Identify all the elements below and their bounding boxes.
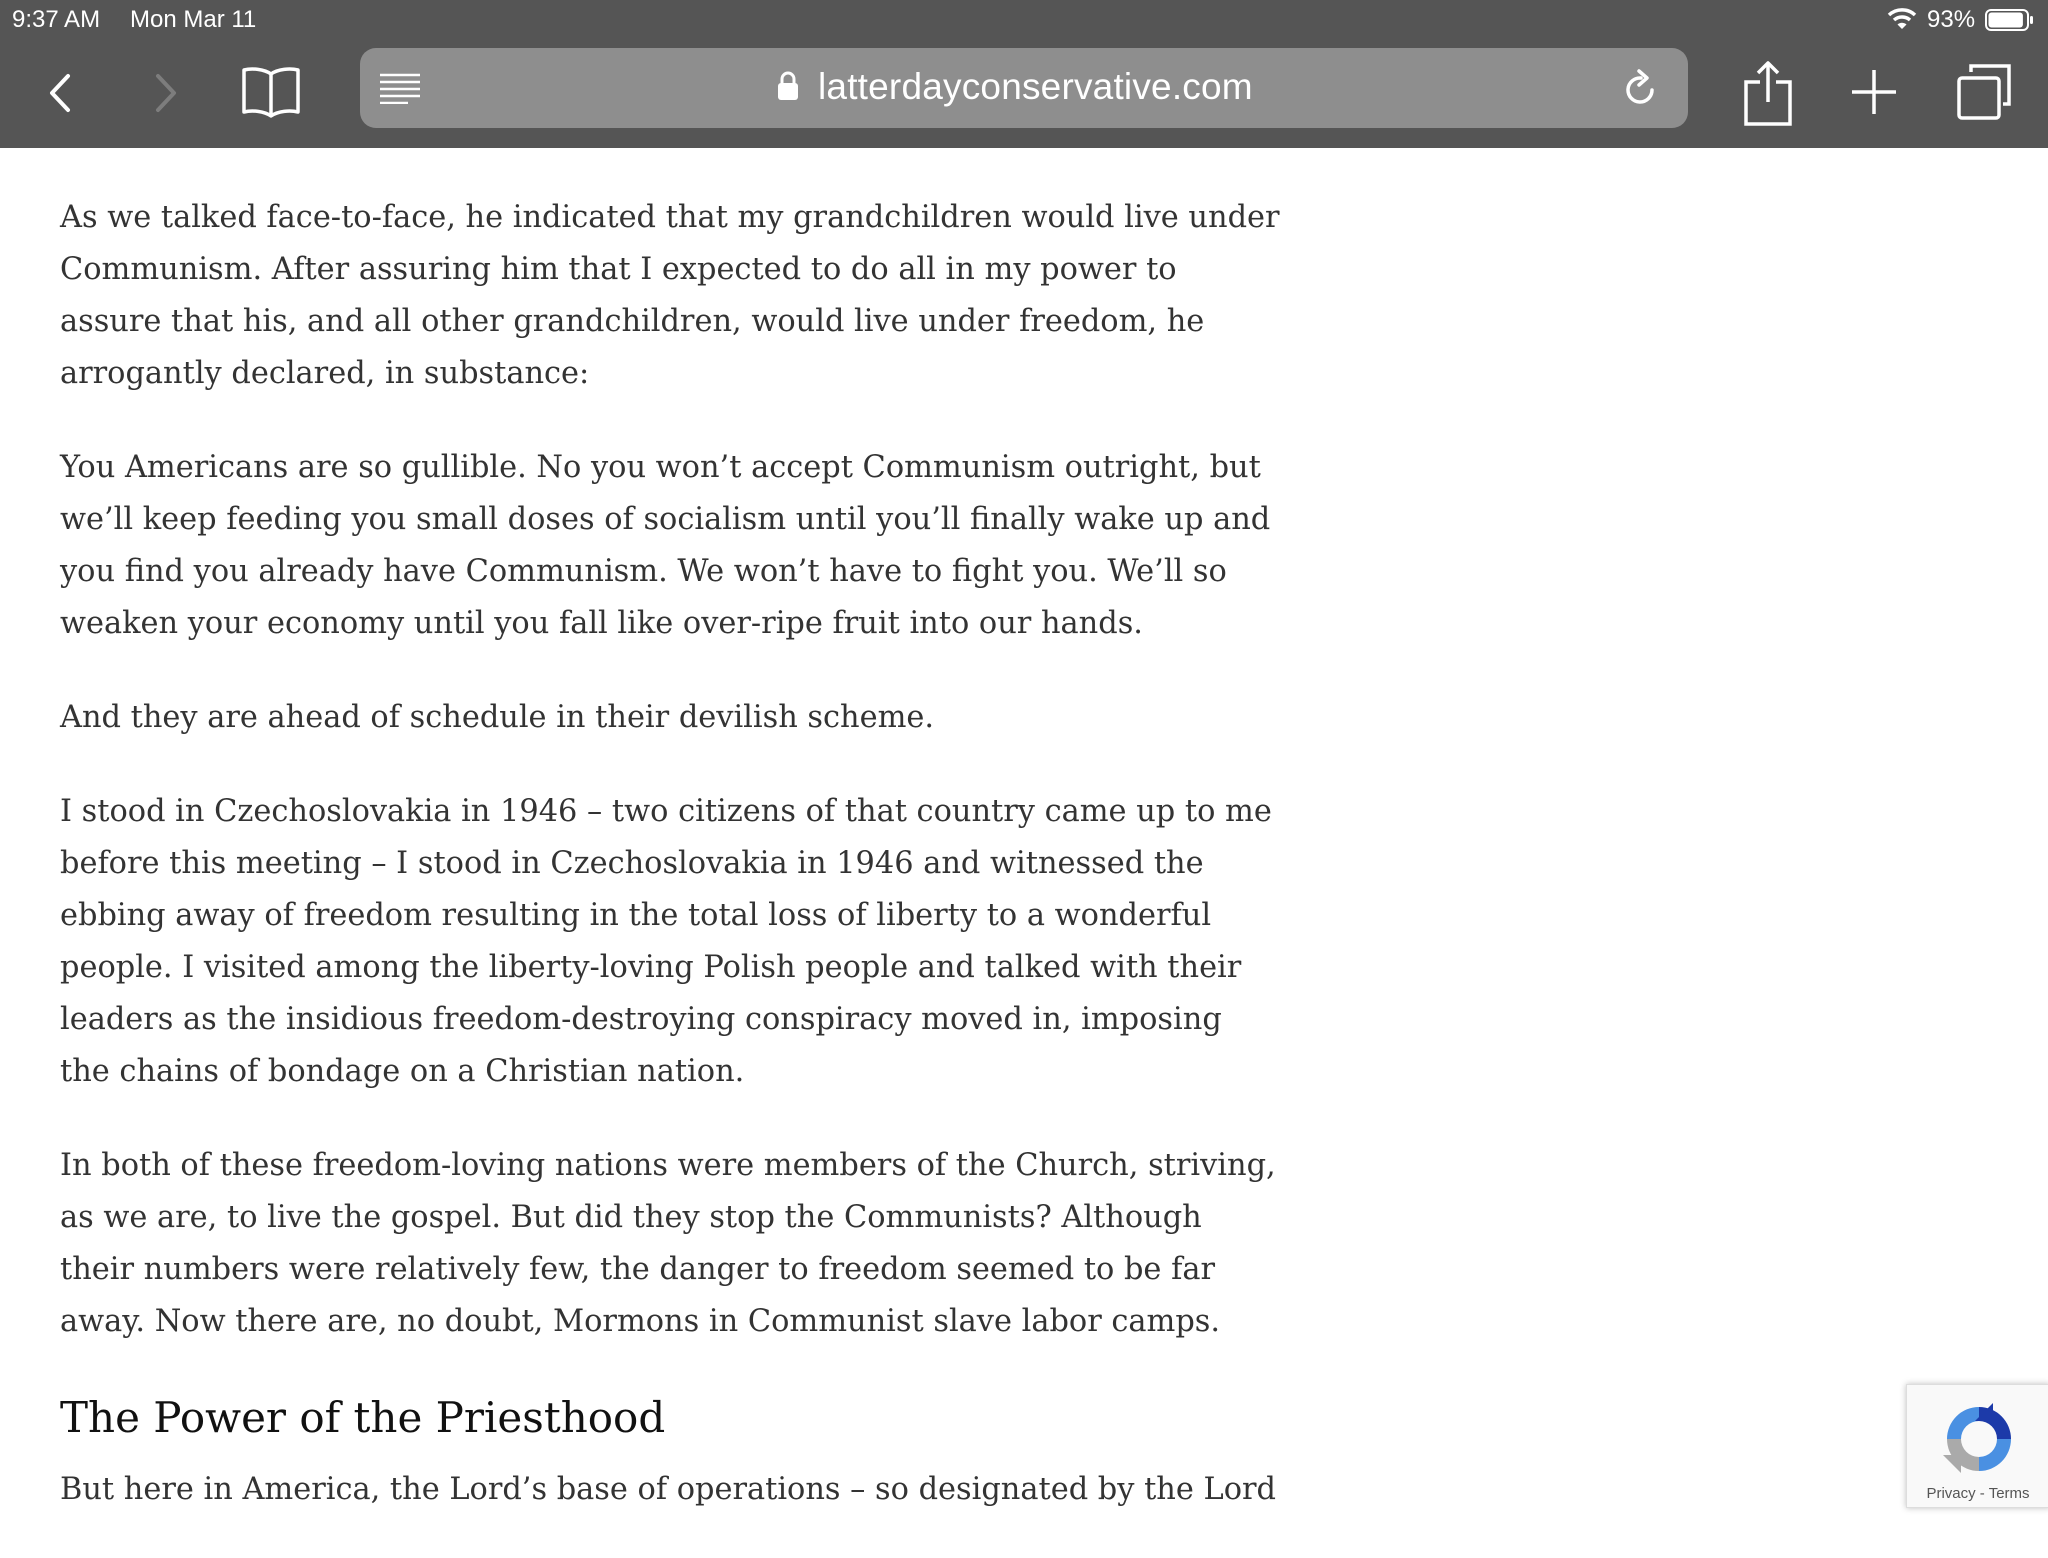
tabs-button[interactable] [1955,62,2013,122]
chevron-right-icon [148,68,184,118]
terms-link[interactable]: Terms [1988,1485,2030,1502]
back-button[interactable] [42,68,78,118]
article-paragraph: In both of these freedom-loving nations were members of the Church, striving, as we are, to live the gospel. But did they stop the Communists? Although their numbers were relatively few, the danger to freedom seemed to be far away. Now there are, no doubt, Mormons in Communist slave labor camps. [60,1148,1276,1339]
address-bar[interactable] [360,48,1688,128]
status-time: 9:37 AM [12,6,101,33]
battery-icon [1985,9,2035,31]
browser-toolbar [0,38,2048,148]
link-separator: - [1975,1485,1989,1502]
plus-icon [1850,64,1898,120]
url-text[interactable]: latterdayconservative.com [818,66,1253,107]
article-paragraph: But here in America, the Lord’s base of operations – so designated by the Lord [60,1472,1276,1507]
tabs-icon [1955,62,2013,122]
forward-button[interactable] [148,68,184,118]
status-date: Mon Mar 11 [130,6,257,33]
share-icon [1740,58,1796,128]
bookmarks-button[interactable] [240,64,302,120]
status-bar [0,0,2048,38]
recaptcha-logo-icon [1939,1399,2019,1479]
wifi-icon [1887,6,1917,32]
article-body [60,192,1280,1558]
section-heading: The Power of the Priesthood [60,1393,666,1442]
reader-mode-icon[interactable] [378,72,422,104]
article-paragraph: And they are ahead of schedule in their devilish scheme. [60,700,935,735]
lock-icon [776,70,800,102]
new-tab-button[interactable] [1850,64,1898,120]
battery-percent: 93% [1927,6,1976,33]
reload-icon[interactable] [1622,68,1660,108]
recaptcha-links [1907,1485,2048,1502]
article-paragraph: As we talked face-to-face, he indicated that my grandchildren would live under Communism. After assuring him that I expected to do all in my power to assure that his, and all other grandchildren, would live under freedom, he arrogantly declared, in substance: [60,200,1280,391]
chevron-left-icon [42,68,78,118]
privacy-link[interactable]: Privacy [1926,1485,1976,1502]
article-paragraph: I stood in Czechoslovakia in 1946 – two citizens of that country came up to me before this meeting – I stood in Czechoslovakia in 1946 and witnessed the ebbing away of freedom resulting in the total loss of liberty to a wonderful people. I visited among the liberty-loving Polish people and talked with their leaders as the insidious freedom-destroying conspiracy moved in, imposing the chains of bondage on a Christian nation. [60,794,1272,1089]
recaptcha-badge[interactable] [1906,1384,2048,1508]
open-book-icon [240,64,302,120]
share-button[interactable] [1740,58,1796,128]
article-paragraph: You Americans are so gullible. No you won’t accept Communism outright, but we’ll keep feeding you small doses of socialism until you’ll finally wake up and you find you already have Communism. We won’t have to fight you. We’ll so weaken your economy until you fall like over-ripe fruit into our hands. [60,450,1271,641]
